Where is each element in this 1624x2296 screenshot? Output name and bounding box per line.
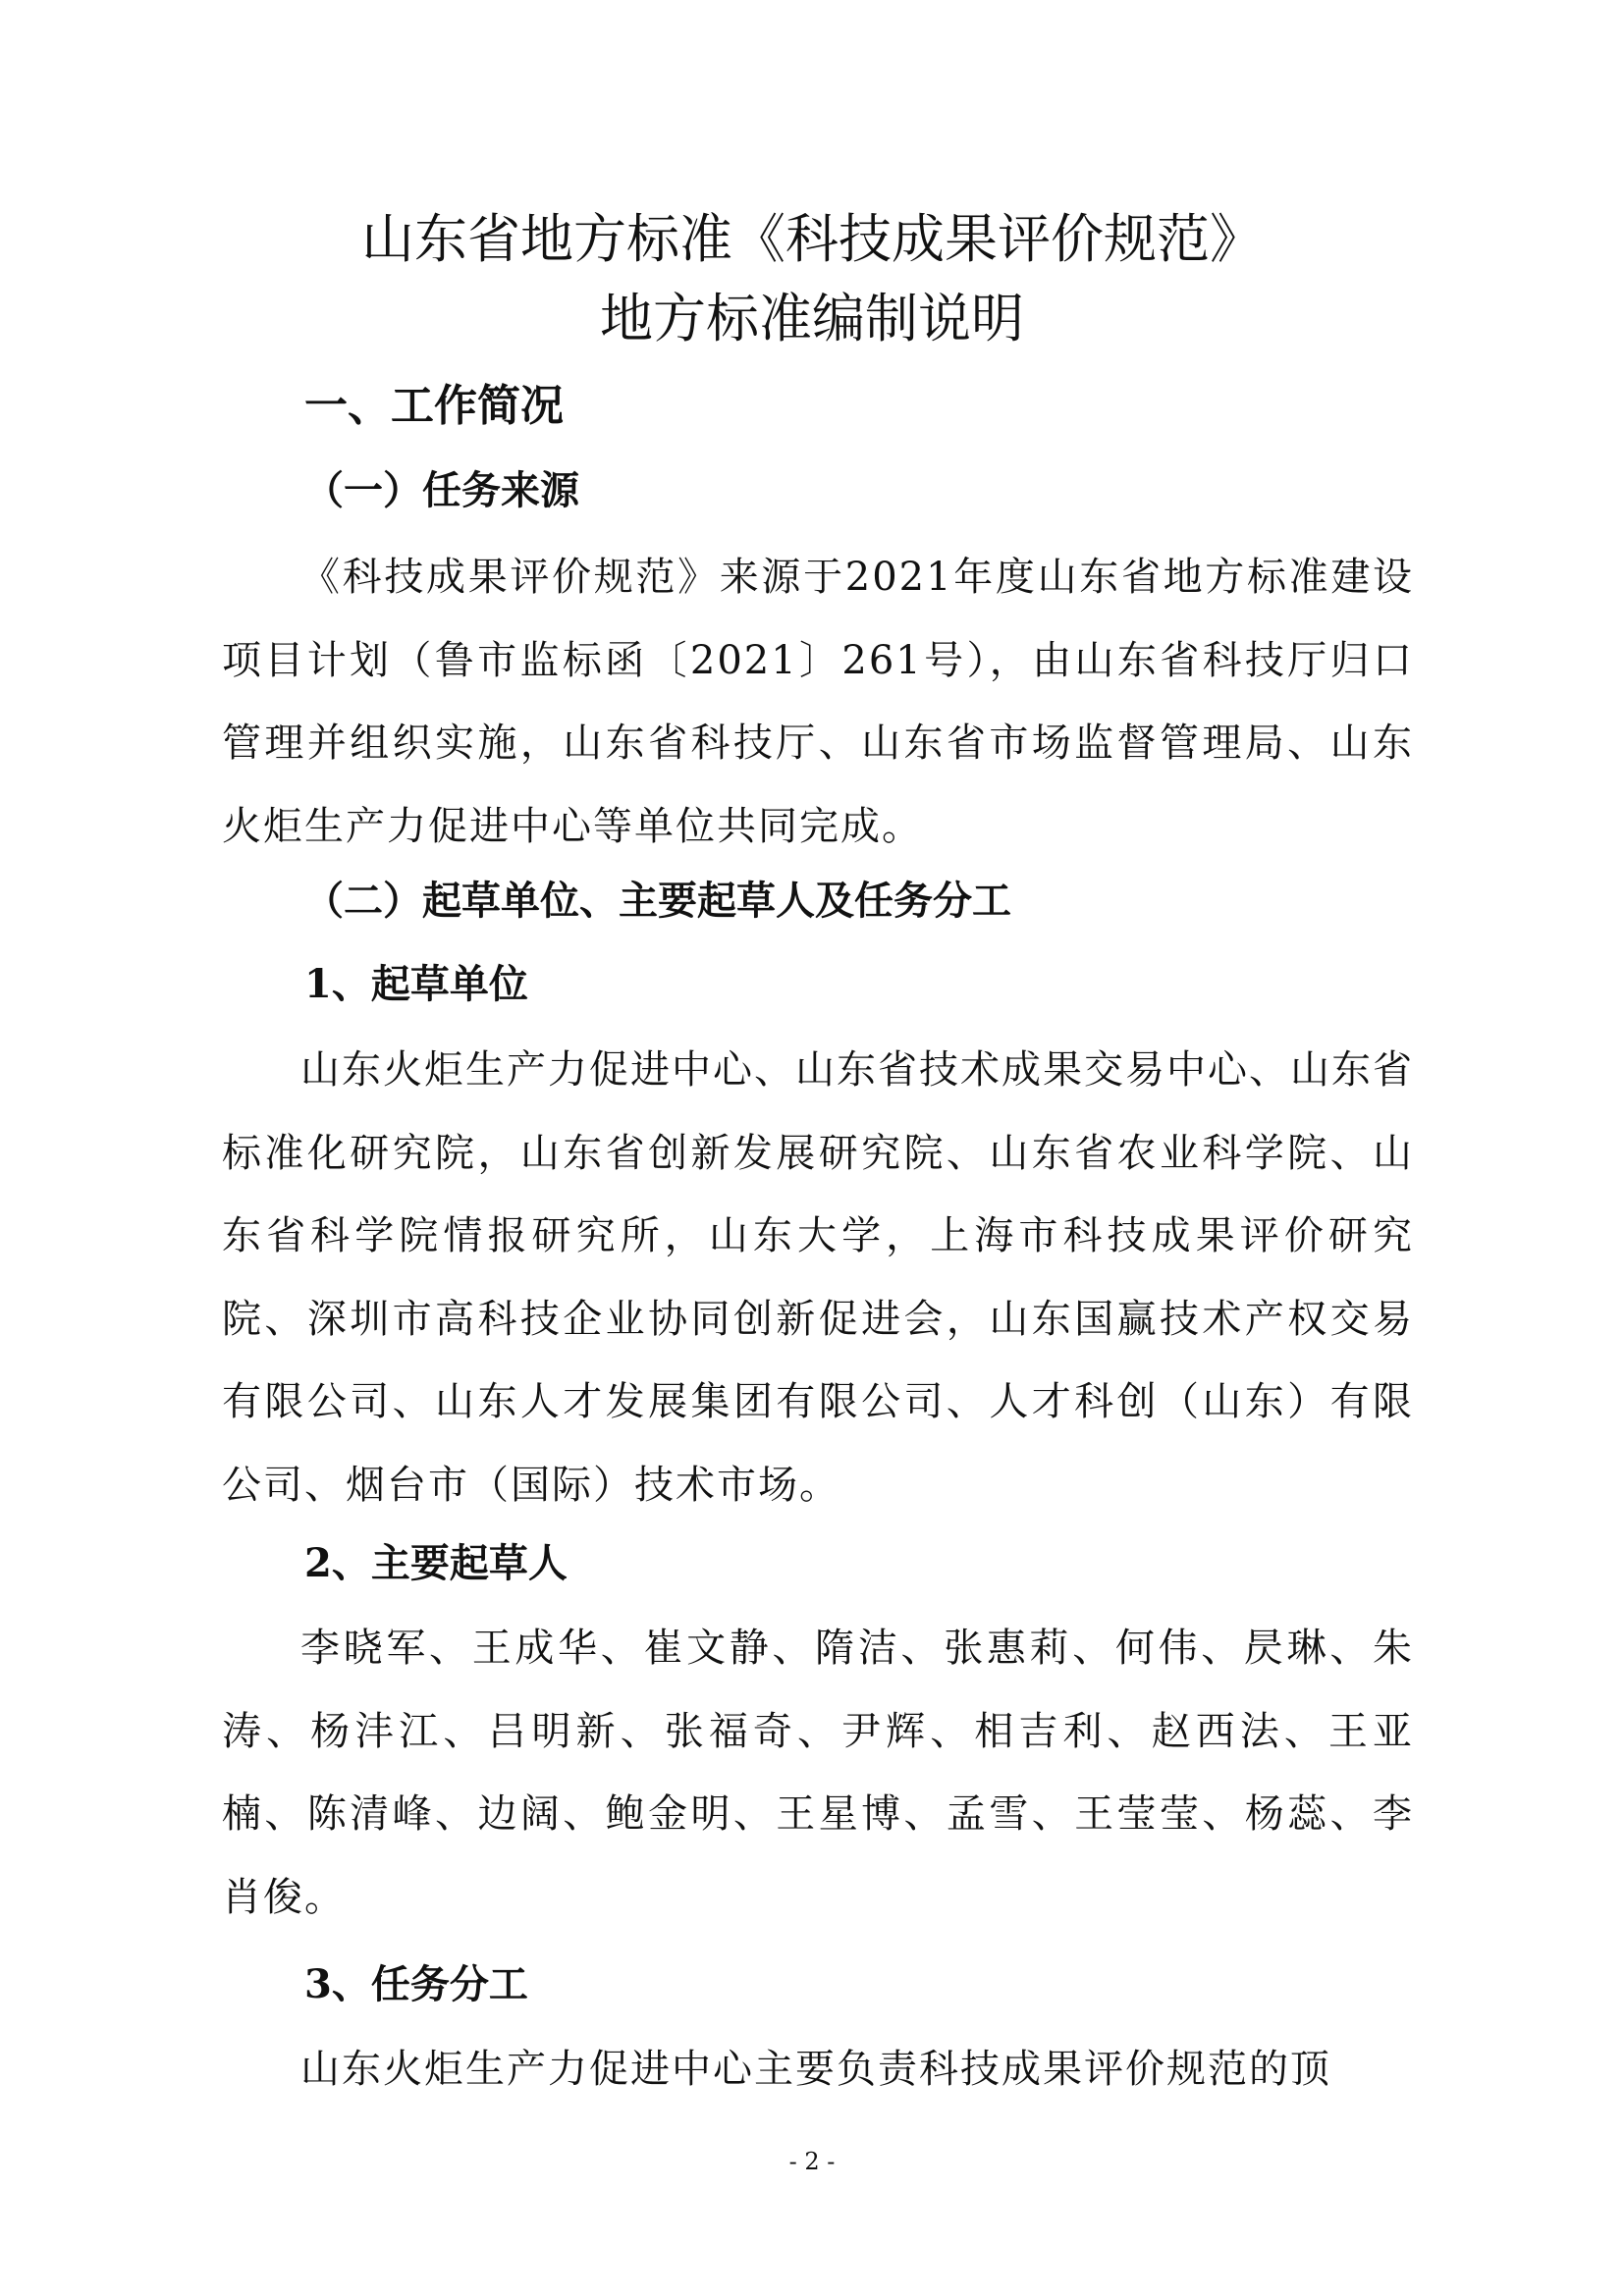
item-heading-main-drafters: 2、主要起草人: [304, 1540, 568, 1586]
item-heading-task-division: 3、任务分工: [304, 1961, 528, 2007]
paragraph-drafting-units: 山东火炬生产力促进中心、山东省技术成果交易中心、山东省标准化研究院，山东省创新发展研究院、山东省农业科学院、山东省科学院情报研究所，山东大学，上海市科技成果评价研究院、深圳市高科技企业协同创新促进会，山东国赢技术产权交易有限公司、山东人才发展集团有限公司、人才科创（山东）有限公司、烟台市（国际）技术市场。: [222, 1047, 1414, 1508]
subsection-heading-drafting-units-and-division: （二）起草单位、主要起草人及任务分工: [304, 878, 1011, 924]
document-title-line2: 地方标准编制说明: [600, 288, 1024, 349]
paragraph-task-division: 山东火炬生产力促进中心主要负责科技成果评价规范的顶: [300, 2047, 1331, 2092]
paragraph-task-source: 《科技成果评价规范》来源于2021年度山东省地方标准建设项目计划（鲁市监标函〔2021〕261号），由山东省科技厅归口管理并组织实施，山东省科技厅、山东省市场监督管理局、山东火炬生产力促进中心等单位共同完成。: [222, 555, 1414, 849]
page-number: - 2 -: [788, 2148, 836, 2175]
subsection-heading-task-source: （一）任务来源: [304, 467, 579, 513]
section-heading-work-overview: 一、工作简况: [304, 381, 564, 431]
paragraph-main-drafters: 李晓军、王成华、崔文静、隋洁、张惠莉、何伟、昃琳、朱涛、杨沣江、吕明新、张福奇、尹辉、相吉利、赵西法、王亚楠、陈清峰、边阔、鲍金明、王星博、孟雪、王莹莹、杨蕊、李肖俊。: [222, 1626, 1414, 1920]
item-heading-drafting-units: 1、起草单位: [304, 961, 528, 1007]
document-title-line1: 山东省地方标准《科技成果评价规范》: [361, 208, 1263, 270]
